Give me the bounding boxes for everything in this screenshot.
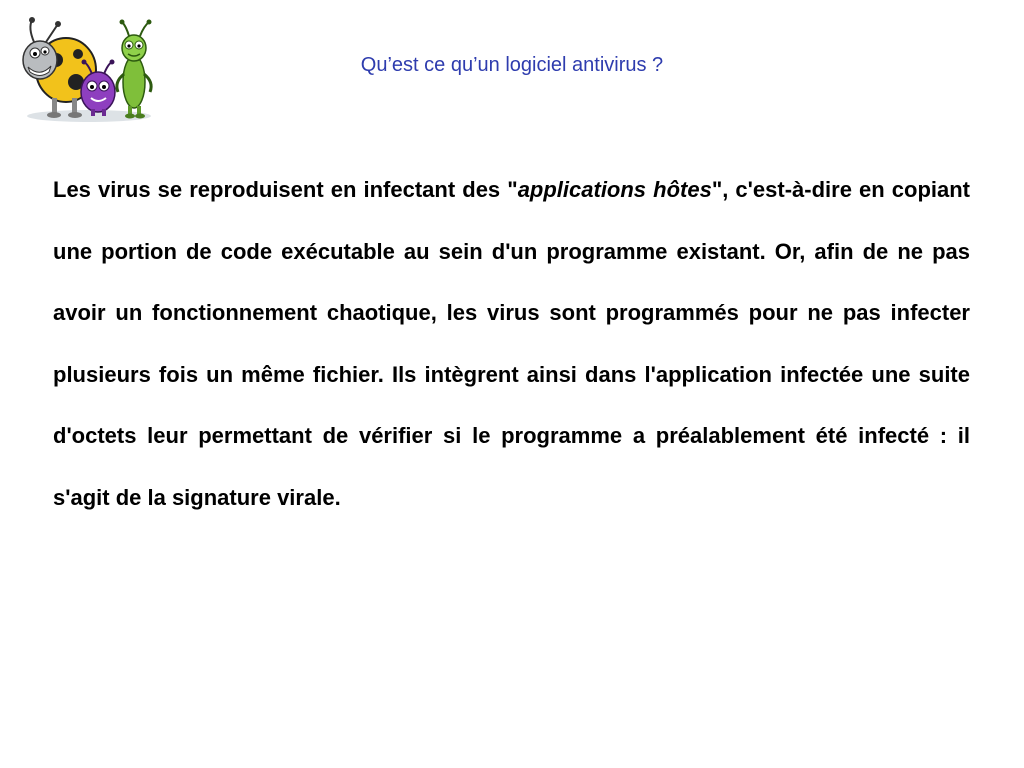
paragraph-part-1: Les virus se reproduisent en infectant des " xyxy=(53,177,518,202)
body-paragraph xyxy=(53,159,970,528)
paragraph-emphasis: applications hôtes xyxy=(517,177,712,202)
paragraph-part-2: ", c'est-à-dire en copiant une portion de code exécutable au sein d'un programme existant. Or, afin de ne pas avoir un fonctionnement chaotique, les virus sont programmés pour ne pas infecter plusieurs fois un même fichier. Ils intègrent ainsi dans l'application infectée une suite d'octets leur permettant de vérifier si le programme a préalablement été infecté : il s'agit de la signature virale. xyxy=(53,177,970,510)
slide-title: Qu’est ce qu’un logiciel antivirus ? xyxy=(360,54,664,76)
